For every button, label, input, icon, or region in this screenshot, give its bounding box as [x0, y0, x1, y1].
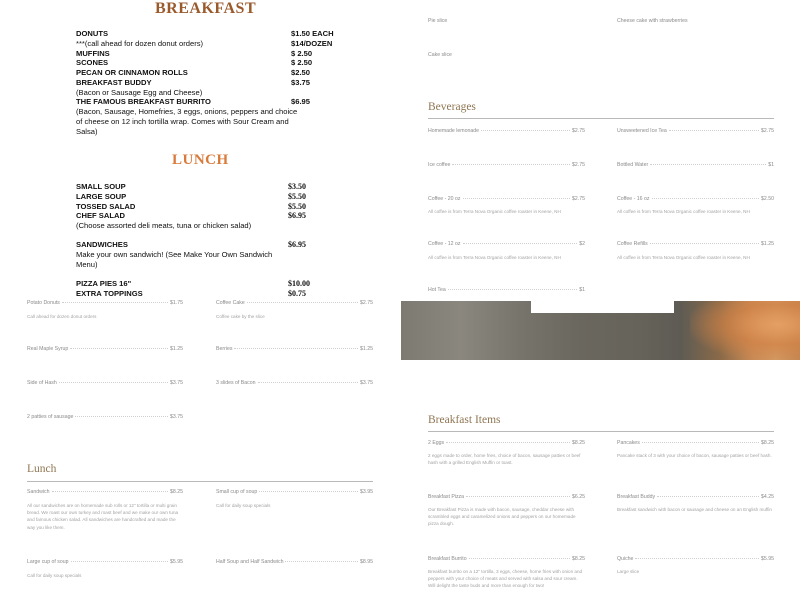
leader-dots — [52, 491, 169, 492]
scan-breakfast-line: ***(call ahead for dozen donut orders) — [76, 39, 204, 48]
leader-dots — [446, 442, 570, 443]
item-name: Coffee - 20 oz — [428, 196, 461, 202]
scan-lunch-line: Make your own sandwich! (See Make Your Own Sandwich — [76, 250, 273, 259]
item-name: Hot Tea — [428, 287, 446, 293]
item-desc: Large slice — [617, 569, 640, 574]
item-name: Ice coffee — [428, 162, 451, 168]
item-name: Quiche — [617, 556, 634, 562]
scan-breakfast-line: SCONES — [76, 58, 109, 67]
item-price: $3.75 — [170, 414, 183, 420]
menu-item — [428, 556, 585, 563]
item-name: Potato Donuts — [27, 300, 60, 306]
menu-item — [428, 287, 585, 294]
item-name: Coffee Cake — [216, 300, 245, 306]
menu-item — [27, 559, 183, 566]
section-title-breakfast-items: Breakfast Items — [428, 414, 501, 426]
item-name: Half Soup and Half Sandwich — [216, 559, 284, 565]
leader-dots — [481, 130, 570, 131]
item-price: $8.25 — [572, 440, 585, 446]
item-desc: All our sandwiches are on homemade sub rolls or 12" tortilla or multi grain bread. We roast our own turkey and roast beef and we make our own tuna and famous chicken salad. All sandwiches are handcrafted and made the way you like them. — [27, 503, 179, 530]
item-price: $3.75 — [170, 380, 183, 386]
item-name: Coffee - 16 oz — [617, 196, 650, 202]
leader-dots — [259, 491, 358, 492]
menu-item — [617, 128, 774, 135]
leader-dots — [466, 496, 570, 497]
section-title-lunch: Lunch — [27, 463, 57, 475]
item-name: Berries — [216, 346, 233, 352]
section-divider — [27, 481, 373, 482]
menu-item — [27, 300, 183, 307]
item-price: $4.25 — [761, 494, 774, 500]
item-name: 3 slides of Bacon — [216, 380, 256, 386]
item-desc: Call for daily soup specials — [216, 503, 271, 508]
item-price: $3.95 — [360, 489, 373, 495]
item-name: Breakfast Buddy — [617, 494, 656, 500]
scan-lunch-line: SANDWICHES — [76, 240, 128, 249]
item-desc: All coffee is from Terra Nova Organic coffee roaster in Keene, NH — [617, 255, 750, 260]
menu-item — [617, 494, 774, 501]
item-desc: Breakfast burrito on a 12" tortilla, 3 eggs, cheese, home fries with onion and peppers with your choice of meats and served with salsa and sour cream. Will delight the taste buds and more than enough for two! — [428, 569, 583, 589]
scan-breakfast-line: Salsa) — [76, 127, 98, 136]
menu-item — [216, 380, 373, 387]
menu-item — [617, 196, 774, 203]
leader-dots — [452, 164, 570, 165]
menu-item — [428, 440, 585, 447]
menu-item — [27, 380, 183, 387]
item-price: $2.75 — [572, 196, 585, 202]
scan-breakfast-line: DONUTS — [76, 29, 109, 38]
item-desc: All coffee is from Terra Nova Organic coffee roaster in Keene, NH — [617, 209, 750, 214]
item-price: $8.25 — [761, 440, 774, 446]
scan-breakfast-line: of cheese on 12 inch tortilla wrap. Comes with Sour Cream and — [76, 117, 289, 126]
scan-breakfast-line: MUFFINS — [76, 49, 110, 58]
leader-dots — [669, 130, 759, 131]
leader-dots — [75, 416, 168, 417]
leader-dots — [652, 198, 760, 199]
leader-dots — [650, 243, 759, 244]
scan-lunch-line: CHEF SALAD — [76, 211, 125, 220]
item-price: $8.95 — [360, 559, 373, 565]
leader-dots — [448, 289, 577, 290]
item-price: $6.25 — [572, 494, 585, 500]
scan-breakfast-line: BREAKFAST BUDDY — [76, 78, 152, 87]
item-price: $8.25 — [170, 489, 183, 495]
leader-dots — [62, 302, 168, 303]
item-desc: 2 eggs made to order, home fries, choice of bacon, sausage patties or beef hash with a grilled English Muffin or toast. — [428, 453, 581, 466]
scan-breakfast-price: $3.75 — [291, 78, 311, 87]
item-name: Breakfast Pizza — [428, 494, 465, 500]
item-name: Pie slice — [428, 18, 448, 24]
scan-lunch-line: Menu) — [76, 260, 98, 269]
item-desc: Call ahead for dozen donut orders — [27, 314, 97, 319]
scan-lunch-price: $5.50 — [288, 202, 306, 211]
scan-lunch-price: $6.95 — [288, 240, 306, 249]
menu-item — [428, 241, 585, 248]
item-desc: Breakfast sandwich with bacon or sausage and cheese on an English muffin — [617, 507, 772, 512]
section-title-beverages: Beverages — [428, 101, 476, 113]
scan-lunch-line: TOSSED SALAD — [76, 202, 136, 211]
leader-dots — [657, 496, 759, 497]
item-price: $5.95 — [170, 559, 183, 565]
scan-lunch-price: $0.75 — [288, 289, 306, 298]
scan-lunch-price: $5.50 — [288, 192, 306, 201]
section-divider — [428, 118, 774, 119]
item-price: $1 — [579, 287, 585, 293]
item-price: $1.25 — [360, 346, 373, 352]
scan-lunch-price: $3.50 — [288, 182, 306, 191]
menu-item — [428, 52, 452, 59]
item-price: $2.75 — [761, 128, 774, 134]
item-name: Small cup of soup — [216, 489, 258, 495]
scan-lunch-line: LARGE SOUP — [76, 192, 127, 201]
leader-dots — [635, 558, 759, 559]
menu-item — [216, 300, 373, 307]
menu-item — [27, 346, 183, 353]
scan-lunch-line: (Choose assorted deli meats, tuna or chicken salad) — [76, 221, 252, 230]
item-price: $2.75 — [360, 300, 373, 306]
item-name: Large cup of soup — [27, 559, 69, 565]
item-name: Homemade lemonade — [428, 128, 480, 134]
leader-dots — [247, 302, 358, 303]
leader-dots — [469, 558, 570, 559]
leader-dots — [463, 198, 571, 199]
item-desc: Our Breakfast Pizza is made with bacon, sausage, cheddar cheese with scrambled eggs and caramelized onions and peppers on our homemade pizza dough. — [428, 507, 576, 527]
item-price: $1 — [768, 162, 774, 168]
scan-breakfast-price: $14/DOZEN — [291, 39, 333, 48]
item-name: Coffee Refills — [617, 241, 648, 247]
scan-breakfast-line: (Bacon or Sausage Egg and Cheese) — [76, 88, 203, 97]
item-name: Side of Hash — [27, 380, 57, 386]
scan-breakfast-price: $6.95 — [291, 97, 311, 106]
menu-item — [216, 559, 373, 566]
menu-item — [27, 489, 183, 496]
item-price: $1.75 — [170, 300, 183, 306]
item-name: Cake slice — [428, 52, 452, 58]
scan-lunch-price: $10.00 — [288, 279, 310, 288]
leader-dots — [70, 348, 168, 349]
item-name: Real Maple Syrup — [27, 346, 69, 352]
scan-lunch-title: LUNCH — [172, 152, 229, 168]
leader-dots — [234, 348, 358, 349]
menu-item — [216, 346, 373, 353]
item-desc: Pancake stack of 3 with your choice of bacon, sausage patties or beef hash. — [617, 453, 772, 458]
item-price: $8.25 — [572, 556, 585, 562]
item-desc: Call for daily soup specials — [27, 573, 82, 578]
item-price: $5.95 — [761, 556, 774, 562]
item-name: Unsweetened Ice Tea — [617, 128, 667, 134]
menu-item — [428, 18, 447, 25]
scan-breakfast-price: $2.50 — [291, 68, 311, 77]
scan-breakfast-line: (Bacon, Sausage, Homefries, 3 eggs, onions, peppers and choice — [76, 107, 298, 116]
menu-item — [27, 414, 183, 421]
scan-lunch-price: $6.95 — [288, 211, 306, 220]
leader-dots — [285, 561, 358, 562]
scan-breakfast-price: $ 2.50 — [291, 49, 313, 58]
scan-breakfast-line: PECAN OR CINNAMON ROLLS — [76, 68, 188, 77]
scan-breakfast-title: BREAKFAST — [155, 0, 257, 17]
leader-dots — [59, 382, 168, 383]
scan-lunch-line: EXTRA TOPPINGS — [76, 289, 143, 298]
item-desc: Coffee cake by the slice — [216, 314, 265, 319]
menu-item — [617, 440, 774, 447]
leader-dots — [463, 243, 578, 244]
item-name: Pancakes — [617, 440, 640, 446]
menu-item — [617, 556, 774, 563]
item-price: $1.25 — [761, 241, 774, 247]
menu-item — [428, 494, 585, 501]
menu-item — [428, 162, 585, 169]
menu-item — [617, 241, 774, 248]
scan-breakfast-line: THE FAMOUS BREAKFAST BURRITO — [76, 97, 211, 106]
item-name: Cheese cake with strawberries — [617, 18, 688, 24]
food-photo-highlight — [690, 301, 800, 360]
item-name: 2 Eggs — [428, 440, 445, 446]
menu-item — [617, 162, 774, 169]
menu-item — [428, 128, 585, 135]
item-price: $1.25 — [170, 346, 183, 352]
item-name: Sandwich — [27, 489, 50, 495]
scan-lunch-line: PIZZA PIES 16" — [76, 279, 132, 288]
menu-item — [428, 196, 585, 203]
item-name: Breakfast Burrito — [428, 556, 467, 562]
leader-dots — [642, 442, 759, 443]
leader-dots — [258, 382, 359, 383]
item-price: $2.75 — [572, 162, 585, 168]
scan-breakfast-price: $1.50 EACH — [291, 29, 334, 38]
menu-item — [617, 18, 688, 25]
photo-notch — [531, 301, 674, 313]
leader-dots — [71, 561, 168, 562]
leader-dots — [650, 164, 766, 165]
scan-breakfast-price: $ 2.50 — [291, 58, 313, 67]
section-divider — [428, 431, 774, 432]
item-name: 2 patties of sausage — [27, 414, 74, 420]
menu-item — [216, 489, 373, 496]
item-price: $2.75 — [572, 128, 585, 134]
item-desc: All coffee is from Terra Nova Organic coffee roaster in Keene, NH — [428, 209, 561, 214]
item-desc: All coffee is from Terra Nova Organic coffee roaster in Keene, NH — [428, 255, 561, 260]
scan-lunch-line: SMALL SOUP — [76, 182, 126, 191]
item-price: $2.50 — [761, 196, 774, 202]
item-name: Coffee - 12 oz — [428, 241, 461, 247]
item-price: $3.75 — [360, 380, 373, 386]
item-name: Bottled Water — [617, 162, 649, 168]
item-price: $2 — [579, 241, 585, 247]
